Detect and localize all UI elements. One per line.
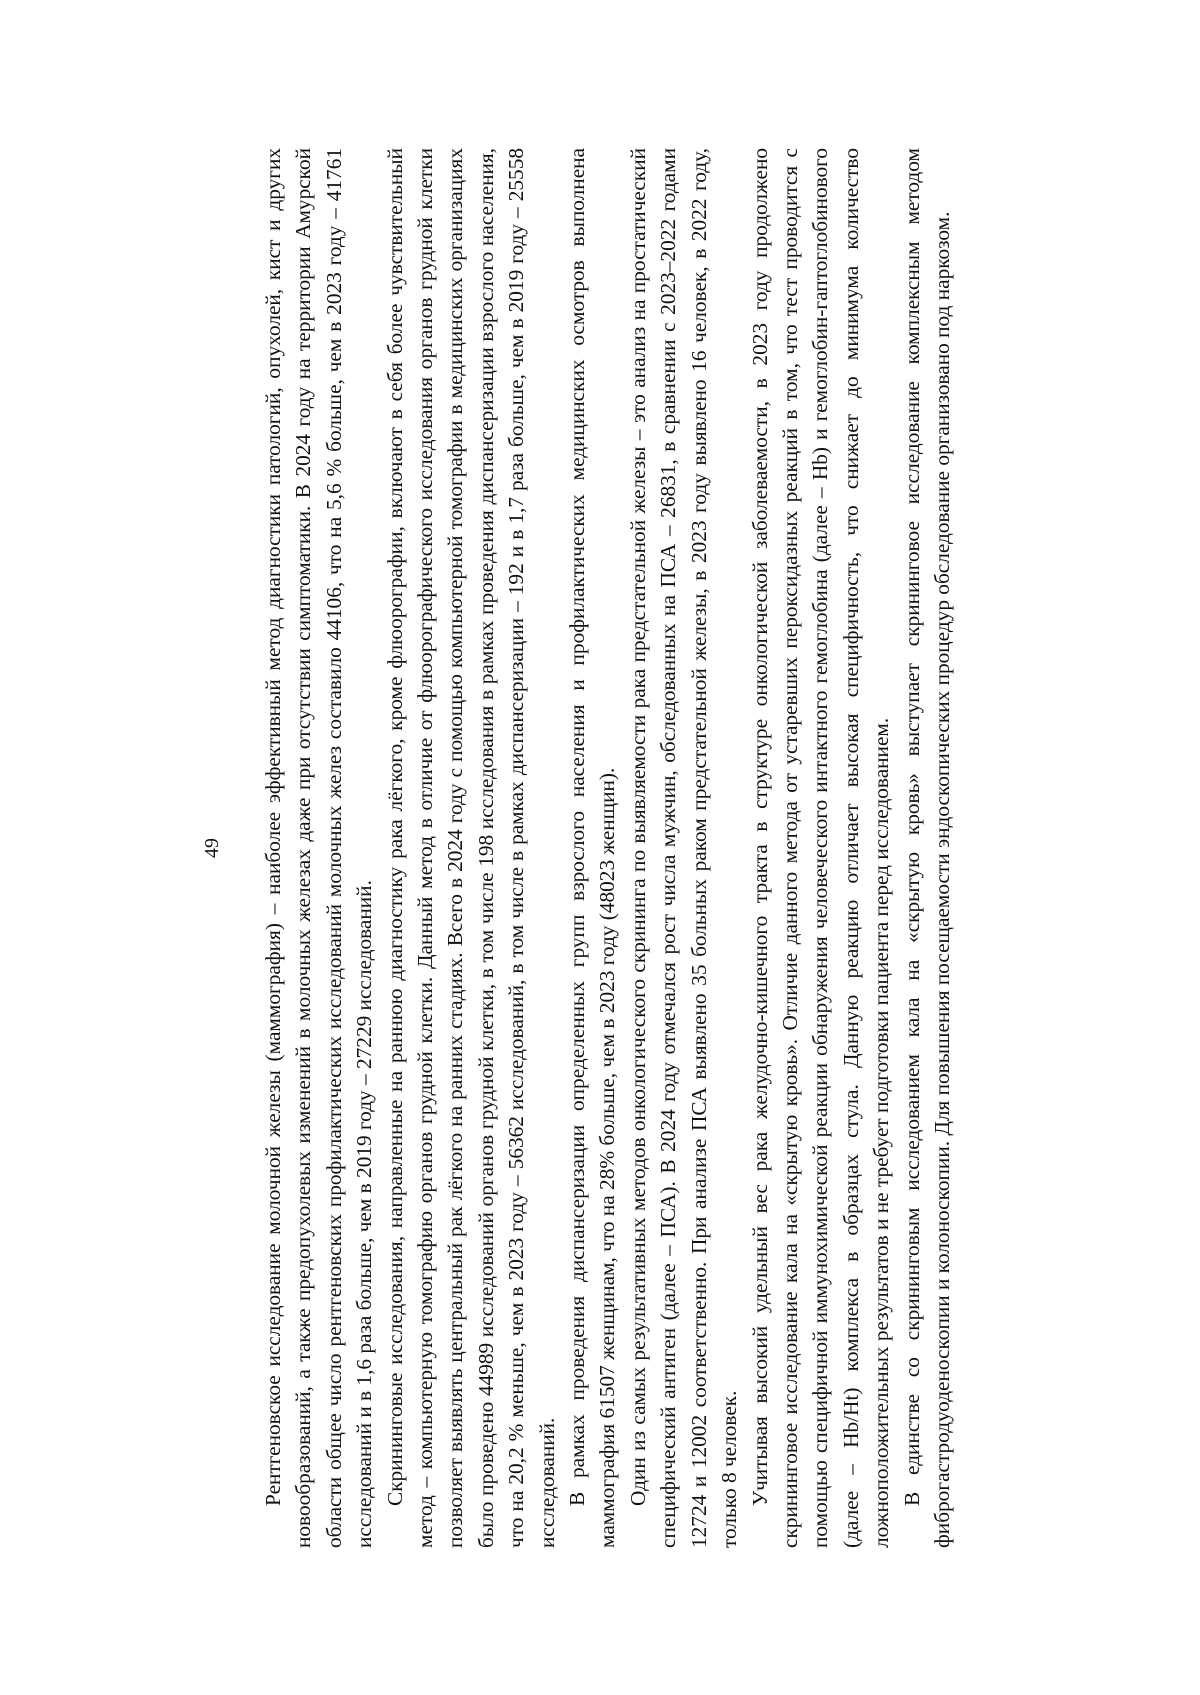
paragraph-lung-ct: Скрининговые исследования, направленные на раннюю диагностику рака лёгкого, кроме флюорографии, включают в себя более чувствительный метод – компьютерную томографию органов грудной клетки. Данный метод в отличие от флюорографического исследования органов грудной клетки позволяет выявлять центральный рак лёгкого на ранних стадиях. Всего в 2024 году с помощью компьютерной томографии в медицинских организациях было проведено 44989 исследований органов грудной клетки, в том числе 198 исследования в рамках проведения диспансеризации взрослого населения, что на 20,2 % меньше, чем в 2023 году – 56362 исследований, в том числе в рамках диспансеризации – 192 и в 1,7 раза больше, чем в 2019 году – 25558 исследований. <box>382 148 559 1548</box>
rotated-content <box>200 148 1000 1548</box>
paragraph-mammography: Рентгеновское исследование молочной железы (маммография) – наиболее эффективный метод диагностики патологий, опухолей, кист и других новообразований, а также предопухолевых изменений в молочных железах даже при отсутствии симптоматики. В 2024 году на территории Амурской области общее число рентгеновских профилактических исследований молочных желез составило 44106, что на 5,6 % больше, чем в 2023 году – 41761 исследований и в 1,6 раза больше, чем в 2019 году – 27229 исследований. <box>261 148 377 1548</box>
paragraph-psa: Один из самых результативных методов онкологического скрининга по выявляемости рака предстательной железы – это анализ на простатический специфический антиген (далее – ПСА). В 2024 году отмечался рост числа мужчин, обследованных на ПСА – 26831, в сравнении с 2023–2022 годами 12724 и 12002 соответственно. При анализе ПСА выявлено 35 больных раком предстательной железы, в 2023 году выявлено 16 человек, в 2022 году, только 8 человек. <box>625 148 742 1548</box>
paragraph-dispensary-mammography: В рамках проведения диспансеризации определенных групп взрослого населения и профилактических медицинских осмотров выполнена маммография 61507 женщинам, что на 28% больше, чем в 2023 году (48023 женщин). <box>565 148 620 1548</box>
paragraph-occult-blood: Учитывая высокий удельный вес рака желудочно-кишечного тракта в структуре онкологической заболеваемости, в 2023 году продолжено скрининговое исследование кала на «скрытую кровь». Отличие данного метода от устаревших пероксидазных реакций в том, что тест проводится с помощью специфичной иммунохимической реакции обнаружения человеческого интактного гемоглобина (далее – Hb) и гемоглобин-гаптоглобинового (далее – Hb/Ht) комплекса в образцах стула. Данную реакцию отличает высокая специфичность, что снижает до минимума количество ложноположительных результатов и не требует подготовки пациента перед исследованием. <box>747 148 894 1548</box>
body-text <box>258 148 957 1548</box>
page-number: 49 <box>201 838 223 858</box>
paragraph-endoscopy: В единстве со скрининговым исследованием кала на «скрытую кровь» выступает скрининговое исследование комплексным методом фиброгастродуоденоскопии и колоноскопии. Для повышения посещаемости эндоскопических процедур обследование организовано под наркозом. <box>899 148 954 1548</box>
